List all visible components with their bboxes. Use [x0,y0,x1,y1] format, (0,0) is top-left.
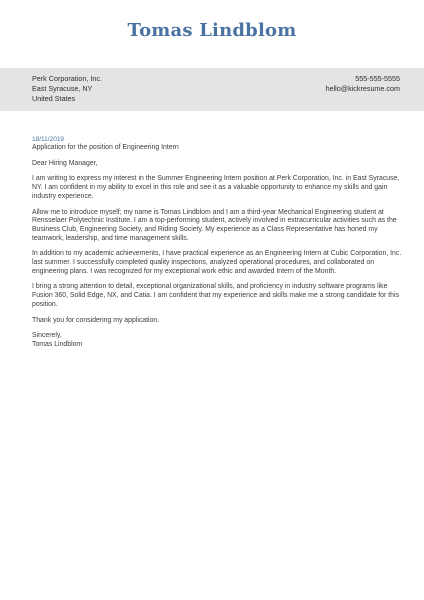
letter-greeting: Dear Hiring Manager, [32,159,98,167]
letter-date: 18/11/2019 [32,136,65,143]
recipient-company: Perk Corporation, Inc. [32,74,102,83]
letter-paragraph-experience: In addition to my academic achievements, I have practical experience as an Engineering Intern at Cubic Corporation, Inc. last summer. I successfully completed quality inspections, analyzed operational procedures, and collaborated on engineering plans. I was recognized for my exceptional work ethic and awarded Intern of the Month. [32,250,402,275]
letter-closing: Sincerely, [32,332,62,340]
letter-subject: Application for the position of Engineering Intern [32,144,179,151]
contact-phone: 555-555-5555 [355,74,400,83]
letter-paragraph-intro: I am writing to express my interest in the Summer Engineering Intern position at Perk Corporation, Inc. in East Syracuse, NY. I am confident in my ability to excel in this role and see it as a valuable opportunity to enhance my skills and gain industry experience. [32,175,400,200]
contact-email: hello@kickresume.com [325,84,400,93]
recipient-address [32,74,102,104]
letter-body [32,136,404,350]
letter-paragraph-thanks: Thank you for considering my application. [32,316,160,324]
letter-signoff [32,332,404,349]
letter-paragraph-skills: I bring a strong attention to detail, exceptional organizational skills, and proficiency in industry software programs like Fusion 360, Solid Edge, NX, and Catia. I am confident that my experience and skills make me a strong candidate for this position. [32,283,399,308]
recipient-country: United States [32,94,76,103]
applicant-name: Tomas Lindblom [127,20,297,41]
letter-paragraph-about: Allow me to introduce myself; my name is Tomas Lindblom and I am a third-year Mechanical Engineering student at Rensselaer Polytechnic Institute. I am a top-performing student, actively involved in extracurricular activities such as the Business Club, Engineering Society, and Riding Society. My experience as a Class Representative has honed my teamwork, leadership, and time management skills. [32,208,397,242]
contact-info [326,74,400,94]
recipient-city: East Syracuse, NY [32,84,93,93]
letter-signature: Tomas Lindblom [32,340,83,348]
address-band [0,68,424,111]
